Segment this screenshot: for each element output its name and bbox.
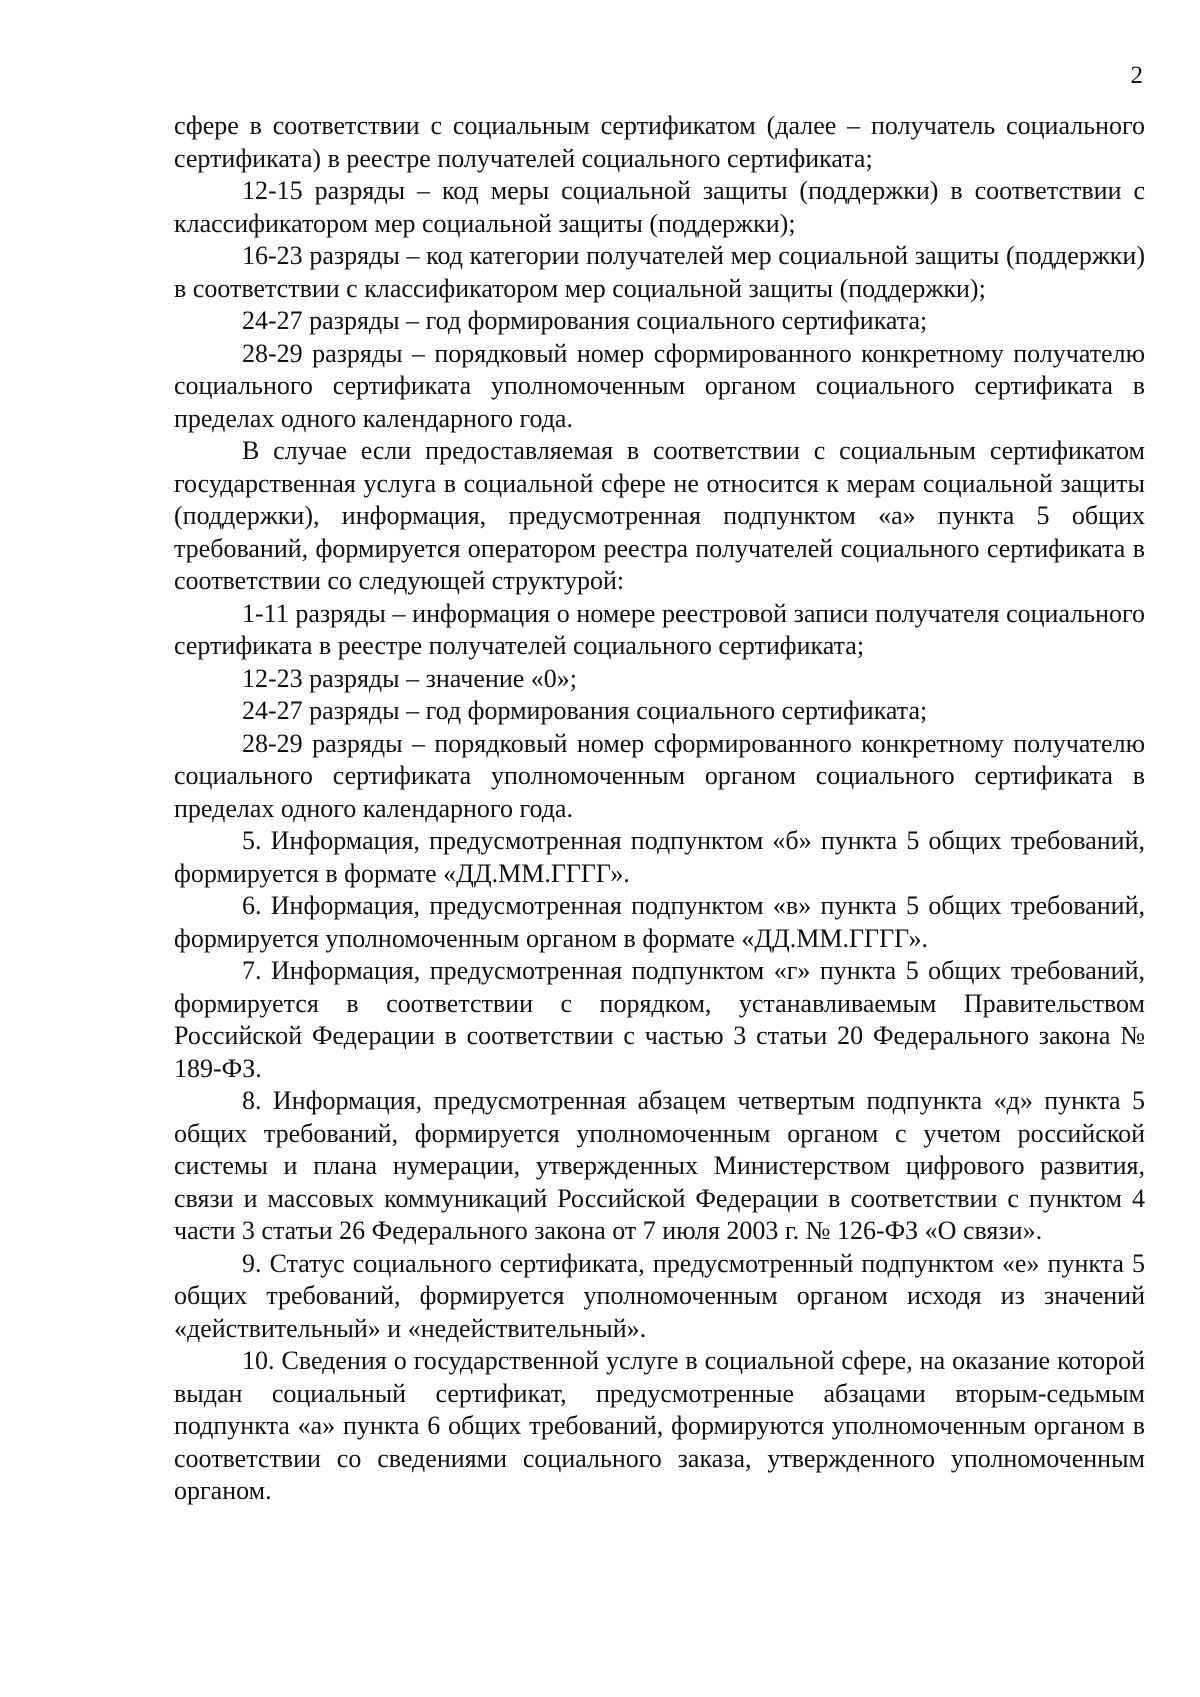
paragraph: 16-23 разряды – код категории получателей мер социальной защиты (поддержки) в соответствии с классификатором мер социальной защиты (поддержки);	[174, 241, 1145, 303]
document-body	[174, 110, 1145, 1508]
paragraph: 12-15 разряды – код меры социальной защиты (поддержки) в соответствии с классификатором мер социальной защиты (поддержки);	[174, 176, 1145, 238]
paragraph: 6. Информация, предусмотренная подпунктом «в» пункта 5 общих требований, формируется уполномоченным органом в формате «ДД.ММ.ГГГГ».	[174, 891, 1145, 953]
paragraph: 12-23 разряды – значение «0»;	[242, 663, 578, 693]
paragraph: 24-27 разряды – год формирования социального сертификата;	[242, 696, 928, 725]
paragraph: 5. Информация, предусмотренная подпунктом «б» пункта 5 общих требований, формируется в формате «ДД.ММ.ГГГГ».	[174, 826, 1145, 888]
paragraph: сфере в соответствии с социальным сертификатом (далее – получатель социального сертификата) в реестре получателей социального сертификата;	[174, 111, 1145, 173]
paragraph: 8. Информация, предусмотренная абзацем четвертым подпункта «д» пункта 5 общих требований, формируется уполномоченным органом с учетом российской системы и плана нумерации, утвержденных Министерством цифрового развития, связи и массовых коммуникаций Российской Федерации в соответствии с пунктом 4 части 3 статьи 26 Федерального закона от 7 июля 2003 г. № 126-ФЗ «О связи».	[174, 1086, 1145, 1245]
paragraph: 9. Статус социального сертификата, предусмотренный подпунктом «е» пункта 5 общих требований, формируется уполномоченным органом исходя из значений «действительный» и «недействительный».	[174, 1248, 1145, 1343]
paragraph: В случае если предоставляемая в соответствии с социальным сертификатом государственная услуга в социальной сфере не относится к мерам социальной защиты (поддержки), информация, предусмотренная подпунктом «а» пункта 5 общих требований, формируется оператором реестра получателей социального сертификата в соответствии со следующей структурой:	[174, 436, 1145, 595]
paragraph: 10. Сведения о государственной услуге в социальной сфере, на оказание которой выдан социальный сертификат, предусмотренные абзацами вторым-седьмым подпункта «а» пункта 6 общих требований, формируются уполномоченным органом в соответствии со сведениями социального заказа, утвержденного уполномоченным органом.	[174, 1346, 1145, 1505]
paragraph: 28-29 разряды – порядковый номер сформированного конкретному получателю социального сертификата уполномоченным органом социального сертификата в пределах одного календарного года.	[174, 338, 1145, 433]
paragraph: 1-11 разряды – информация о номере реестровой записи получателя социального сертификата в реестре получателей социального сертификата;	[174, 598, 1145, 660]
page-number: 2	[1130, 62, 1143, 89]
paragraph: 28-29 разряды – порядковый номер сформированного конкретному получателю социального сертификата уполномоченным органом социального сертификата в пределах одного календарного года.	[174, 728, 1145, 823]
paragraph: 24-27 разряды – год формирования социального сертификата;	[242, 306, 928, 335]
paragraph: 7. Информация, предусмотренная подпунктом «г» пункта 5 общих требований, формируется в соответствии с порядком, устанавливаемым Правительством Российской Федерации в соответствии с частью 3 статьи 20 Федерального закона № 189-ФЗ.	[174, 956, 1145, 1083]
